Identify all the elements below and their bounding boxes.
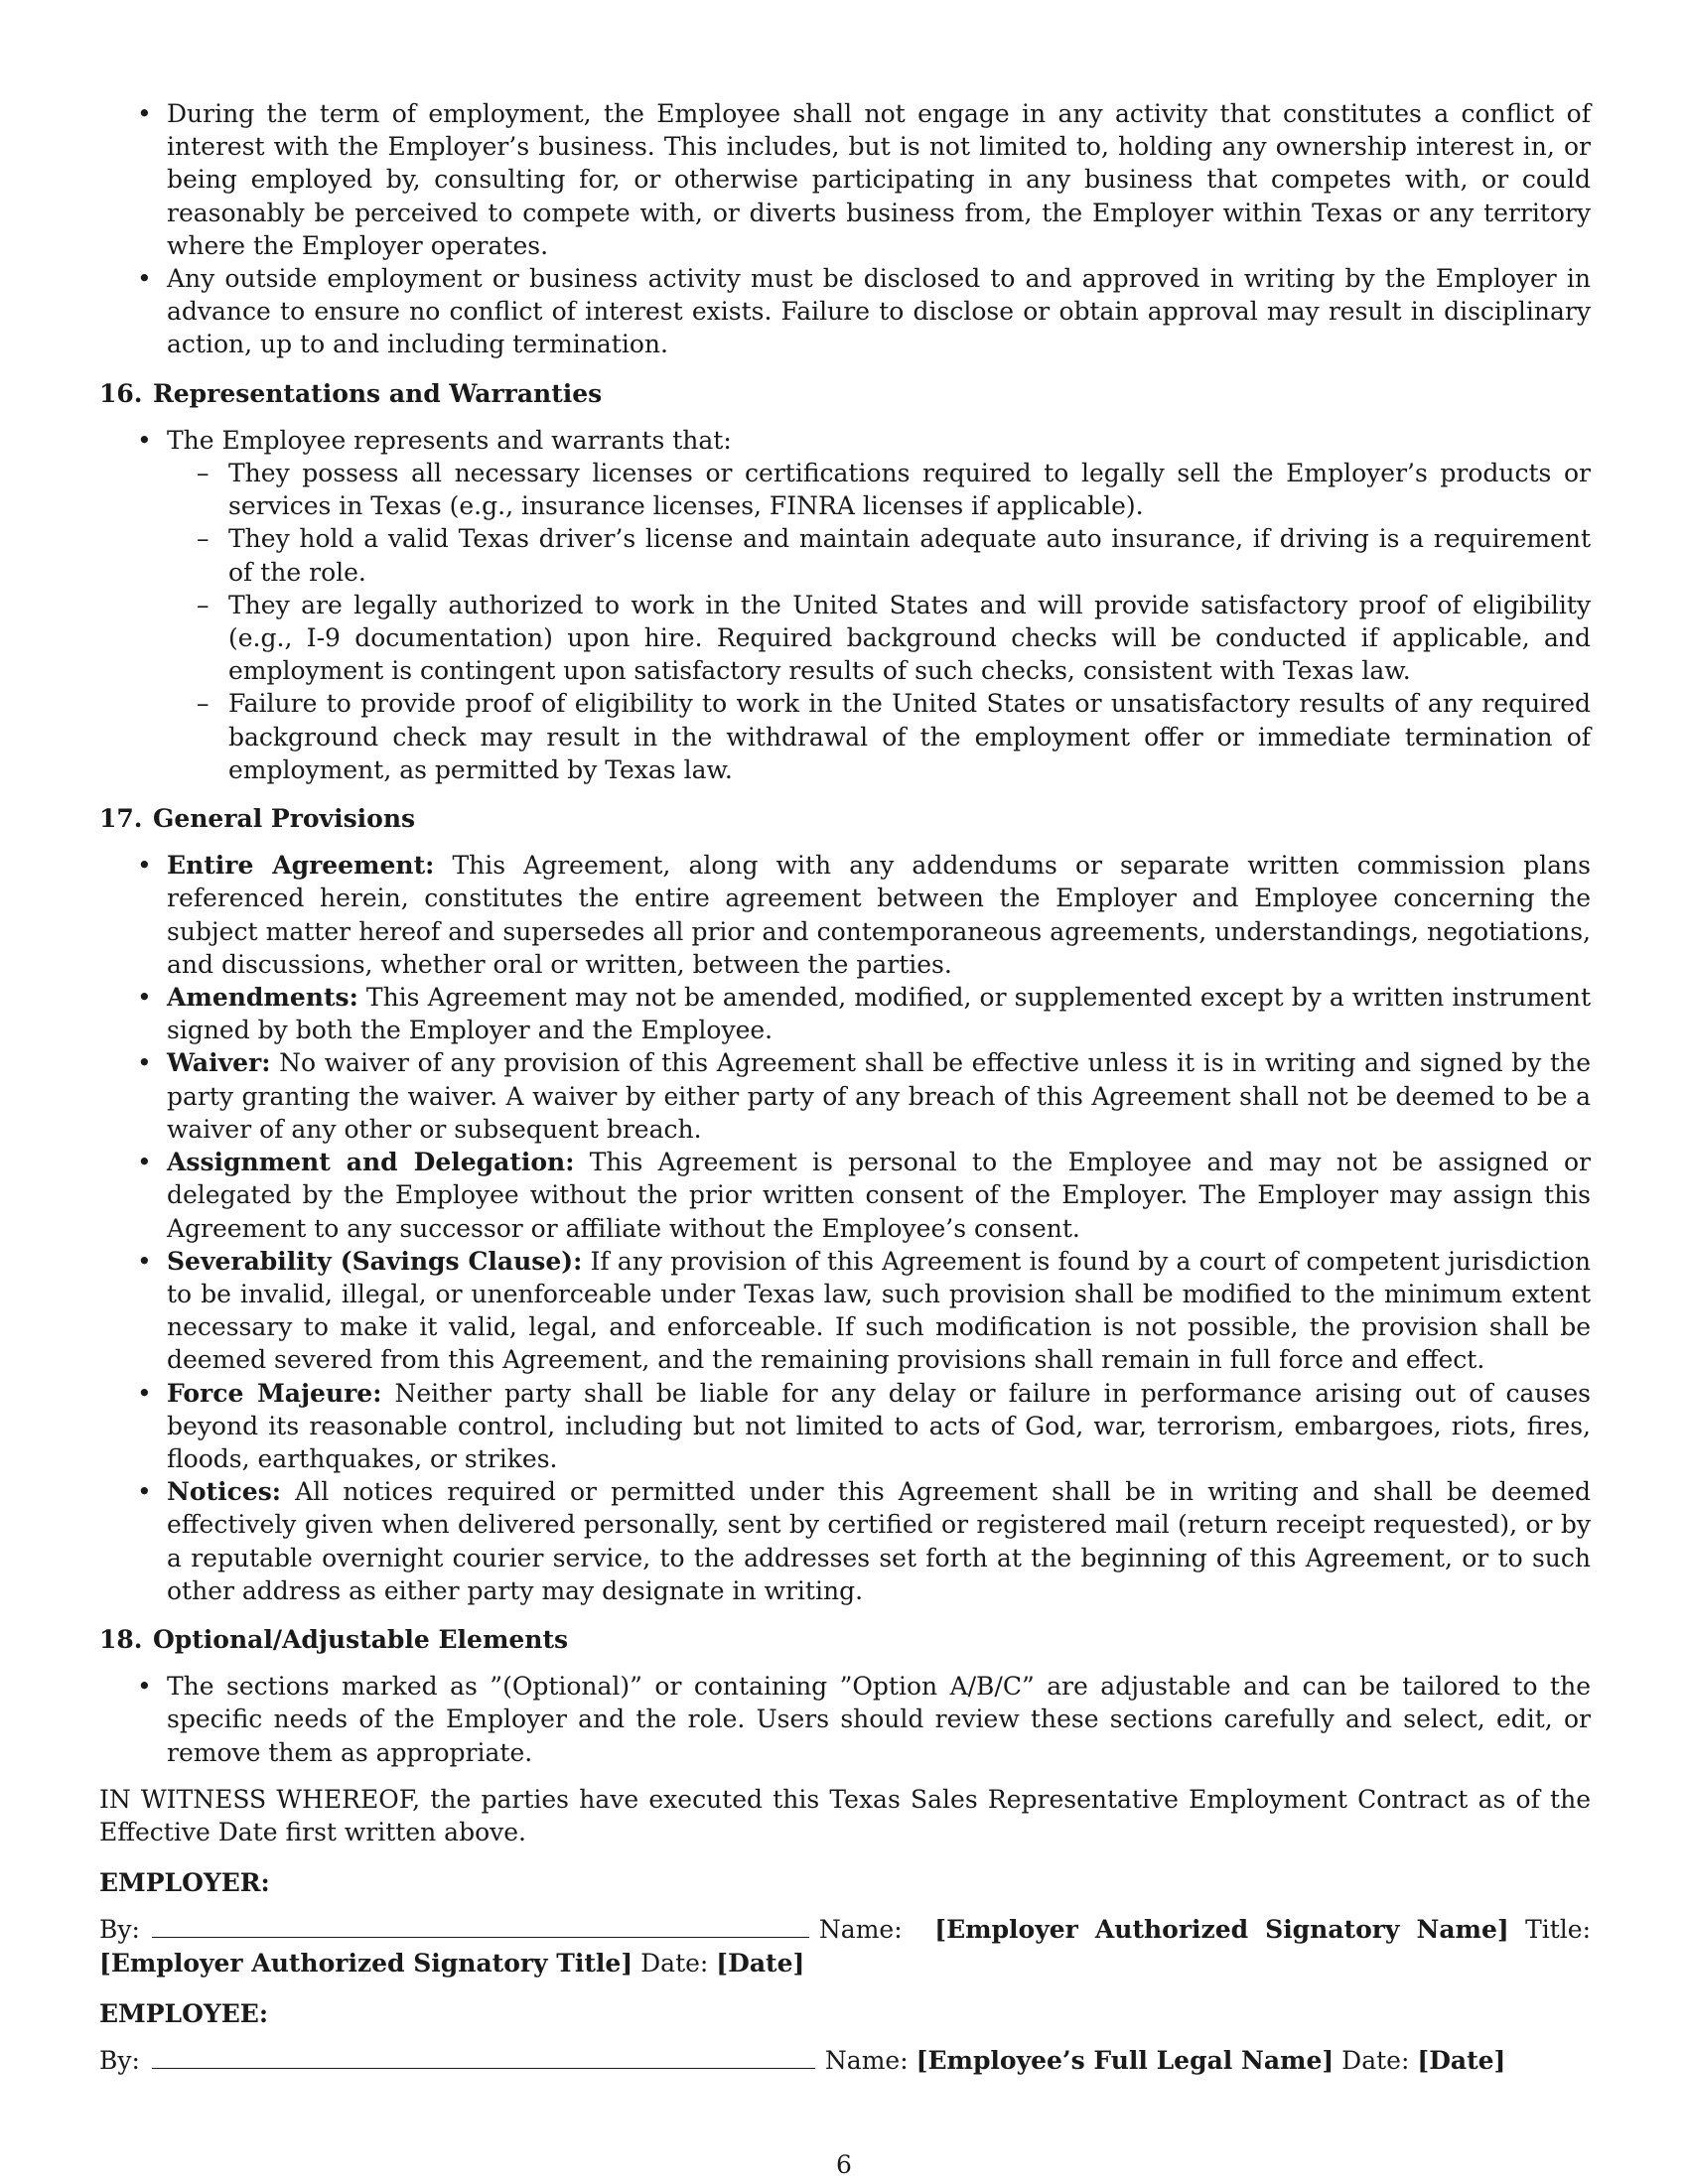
- provision-term: Force Majeure:: [167, 1378, 382, 1408]
- provision-text: If any provision of this Agreement is found by a court of competent jurisdiction to be invalid, illegal, or unenforceable under Texas law, such provision shall be modified to the minimum extent necessary to make it valid, legal, and enforceable. If such modification is not possible, the provision shall be deemed severed from this Agreement, and the remaining provisions shall remain in full force and effect.: [167, 1246, 1591, 1375]
- employer-label: EMPLOYER:: [99, 1868, 270, 1898]
- sublist-item: – They hold a valid Texas driver’s license and maintain adequate auto insurance, if driving is a requirement of the role.: [167, 522, 1591, 588]
- provision-text: Neither party shall be liable for any delay or failure in performance arising out of causes beyond its reasonable control, including but not limited to acts of God, war, terrorism, embargoes, riots, fires, floods, earthquakes, or strikes.: [167, 1378, 1591, 1473]
- employer-title-placeholder: Employer Authorized Signatory Title: [110, 1948, 622, 1978]
- list-item: [99, 1245, 1591, 1377]
- list-item: • The sections marked as ”(Optional)” or containing ”Option A/B/C” are adjustable and can be tailored to the specific needs of the Employer and the role. Users should review these sections carefully and select, edit, or remove them as appropriate.: [99, 1670, 1591, 1769]
- employer-signature-line[interactable]: [152, 1936, 809, 1938]
- section-number: 17.: [99, 804, 143, 834]
- representations-sublist: [167, 457, 1591, 786]
- employer-signature-block: By: Name: [Employer Authorized Signatory Name] Title: [Employer Authorized Signatory Title] Date: [Date]: [99, 1915, 1591, 1978]
- name-label: Name:: [818, 1915, 903, 1945]
- provision-term: Entire Agreement:: [167, 851, 435, 881]
- employee-signature-block: By: Name: [Employee’s Full Legal Name] Date: [Date]: [99, 2045, 1506, 2075]
- list-item: [99, 424, 1591, 786]
- name-label: Name:: [824, 2045, 909, 2075]
- section-title: Representations and Warranties: [153, 378, 603, 408]
- employer-name-placeholder: Employer Authorized Signatory Name: [946, 1915, 1497, 1945]
- list-item: [99, 981, 1591, 1046]
- section-title: General Provisions: [153, 804, 416, 834]
- provision-text: This Agreement is personal to the Employee and may not be assigned or delegated by the Employee without the prior written consent of the Employer. The Employer may assign this Agreement to any successor or affiliate without the Employee’s consent.: [167, 1148, 1591, 1243]
- provision-term: Notices:: [167, 1477, 282, 1507]
- list-item: [99, 1146, 1591, 1245]
- list-item: [99, 849, 1591, 981]
- list-item: [99, 1377, 1591, 1476]
- employee-date-placeholder: Date: [1429, 2045, 1494, 2075]
- employee-name-placeholder: Employee’s Full Legal Name: [927, 2045, 1323, 2075]
- provision-text: No waiver of any provision of this Agreement shall be effective unless it is in writing and signed by the party granting the waiver. A waiver by either party of any breach of this Agreement shall not be deemed to be a waiver of any other or subsequent breach.: [167, 1048, 1591, 1144]
- provision-term: Severability (Savings Clause):: [167, 1246, 583, 1276]
- section-number: 16.: [99, 378, 143, 408]
- employer-date-placeholder: Date: [728, 1948, 793, 1978]
- provision-text: This Agreement may not be amended, modified, or supplemented except by a written instrument signed by both the Employer and the Employee.: [167, 983, 1591, 1045]
- sublist-item: – Failure to provide proof of eligibility to work in the United States or unsatisfactory results of any required background check may result in the withdrawal of the employment offer or immediate termination of employment, as permitted by Texas law.: [167, 687, 1591, 786]
- title-label: Title:: [1525, 1915, 1591, 1945]
- section-heading-16: [99, 377, 1591, 410]
- employee-signature-line[interactable]: [152, 2067, 815, 2069]
- sublist-item: – They possess all necessary licenses or certifications required to legally sell the Employer’s products or services in Texas (e.g., insurance licenses, FINRA licenses if applicable).: [167, 457, 1591, 522]
- section-heading-17: [99, 802, 1591, 835]
- provision-text: All notices required or permitted under this Agreement shall be in writing and shall be deemed effectively given when delivered personally, sent by certified or registered mail (return receipt requested), or by a reputable overnight courier service, to the addresses set forth at the beginning of this Agreement, or to such other address as either party may designate in writing.: [167, 1477, 1592, 1605]
- employee-label: EMPLOYEE:: [99, 1998, 269, 2028]
- list-item: • Any outside employment or business activity must be disclosed to and approved in writing by the Employer in advance to ensure no conflict of interest exists. Failure to disclose or obtain approval may result in disciplinary action, up to and including termination.: [99, 262, 1591, 361]
- section-title: Optional/Adjustable Elements: [153, 1624, 569, 1654]
- by-label: By:: [99, 1915, 140, 1945]
- representations-intro: The Employee represents and warrants that:: [167, 425, 732, 455]
- date-label: Date:: [640, 1948, 709, 1978]
- provision-term: Assignment and Delegation:: [167, 1148, 575, 1177]
- date-label: Date:: [1341, 2045, 1410, 2075]
- optional-elements-list: [99, 1670, 1591, 1769]
- provision-term: Waiver:: [167, 1048, 271, 1078]
- conflict-of-interest-list: [99, 97, 1591, 361]
- representations-list: [99, 424, 1591, 786]
- section-heading-18: [99, 1623, 1591, 1656]
- document-page: [99, 97, 1591, 2077]
- list-item: [99, 1475, 1591, 1607]
- list-item: • During the term of employment, the Employee shall not engage in any activity that constitutes a conflict of interest with the Employer’s business. This includes, but is not limited to, holding any ownership interest in, or being employed by, consulting for, or otherwise participating in any business that competes with, or could reasonably be perceived to compete with, or diverts business from, the Employer within Texas or any territory where the Employer operates.: [99, 97, 1591, 262]
- provision-term: Amendments:: [167, 983, 358, 1013]
- witness-paragraph: IN WITNESS WHEREOF, the parties have executed this Texas Sales Representative Employment Contract as of the Effective Date first written above.: [99, 1784, 1591, 1846]
- sublist-item: – They are legally authorized to work in the United States and will provide satisfactory proof of eligibility (e.g., I-9 documentation) upon hire. Required background checks will be conducted if applicable, and employment is contingent upon satisfactory results of such checks, consistent with Texas law.: [167, 589, 1591, 688]
- list-item: [99, 1046, 1591, 1146]
- general-provisions-list: [99, 849, 1591, 1607]
- section-number: 18.: [99, 1624, 143, 1654]
- by-label: By:: [99, 2045, 140, 2075]
- page-number: 6: [836, 2150, 852, 2179]
- provision-text: This Agreement, along with any addendums or separate written commission plans referenced herein, constitutes the entire agreement between the Employer and Employee concerning the subject matter hereof and supersedes all prior and contemporaneous agreements, understandings, negotiations, and discussions, whether oral or written, between the parties.: [167, 851, 1591, 979]
